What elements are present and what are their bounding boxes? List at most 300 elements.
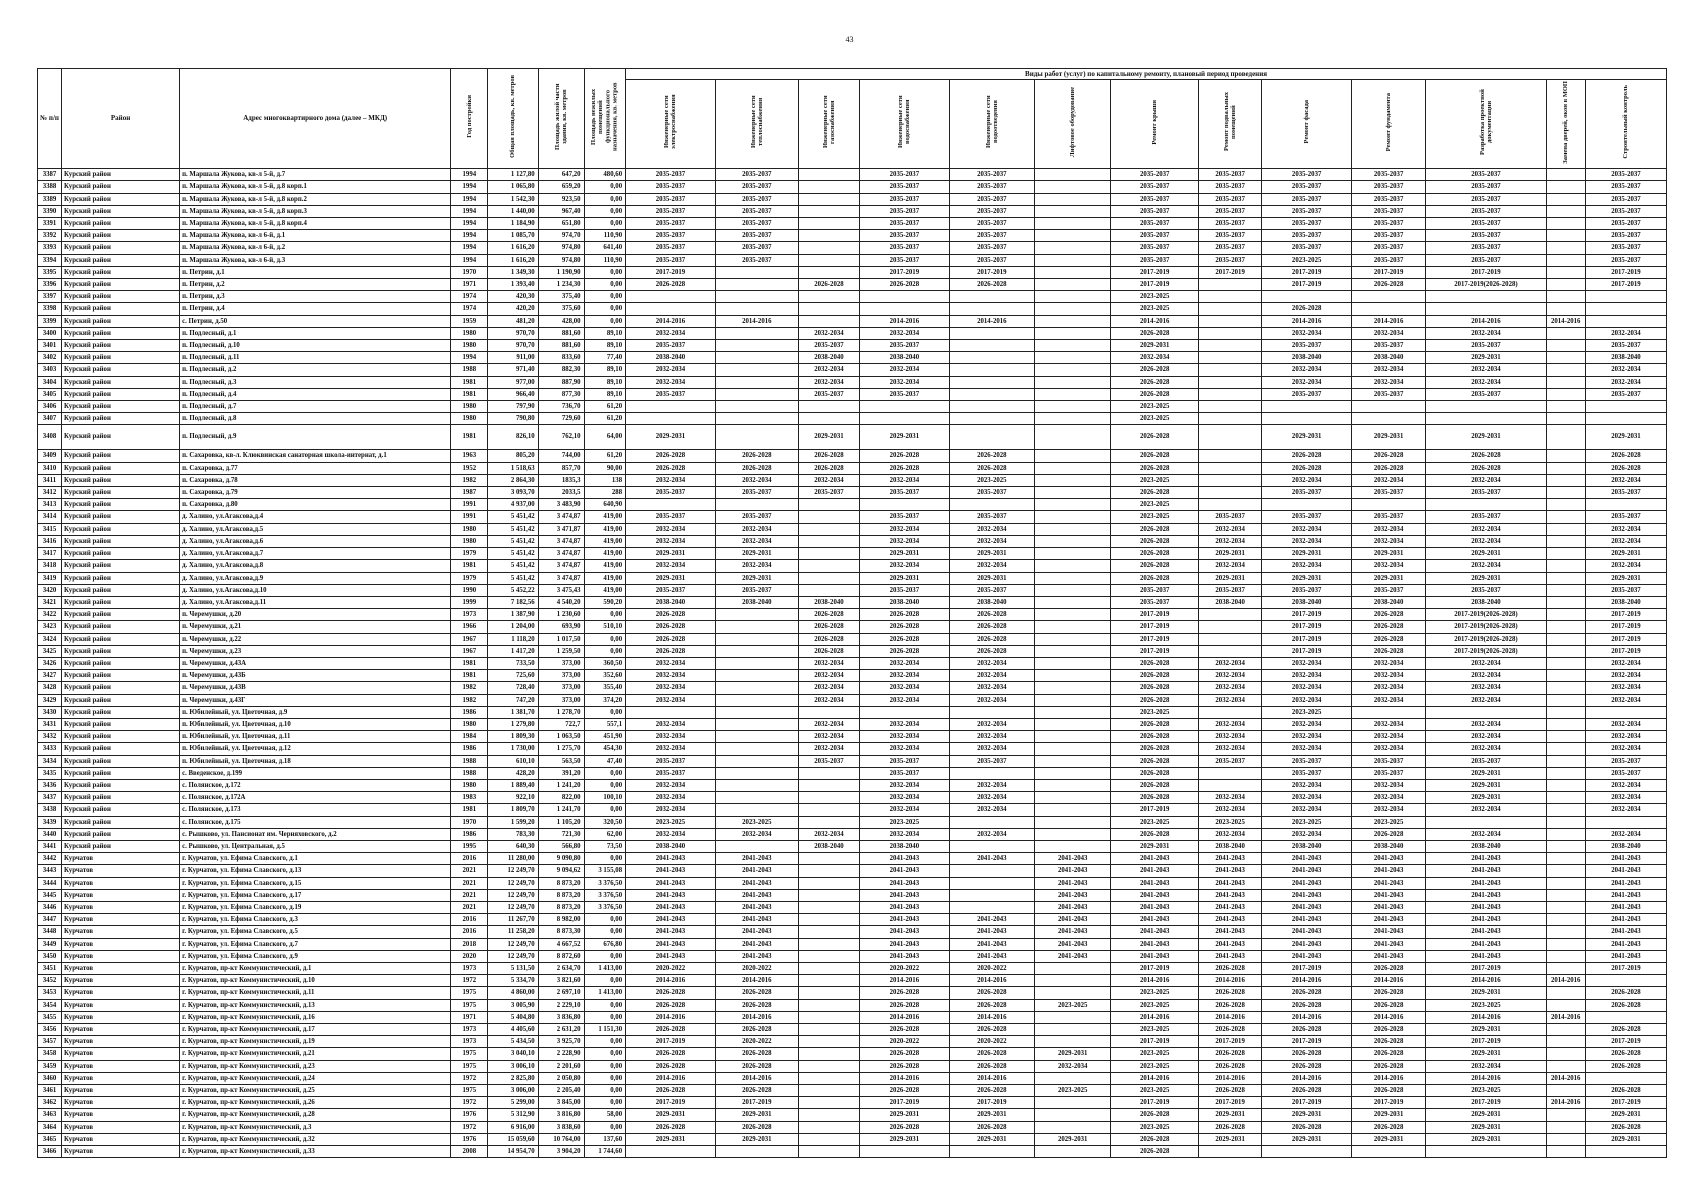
cell-work-period: 2035-2037 <box>1262 193 1352 205</box>
cell-work-period: 2041-2043 <box>1111 914 1198 926</box>
cell-work-period: 2017-2019 <box>1111 804 1198 816</box>
cell-total-area: 640,30 <box>488 840 538 852</box>
cell-work-period: 2014-2016 <box>1351 1072 1425 1084</box>
cell-nonliving-area: 0,00 <box>584 767 626 779</box>
cell-work-period: 2032-2034 <box>1426 682 1546 694</box>
cell-work-period: 2032-2034 <box>798 327 859 339</box>
cell-work-period <box>798 792 859 804</box>
cell-work-period: 2023-2025 <box>1111 291 1198 303</box>
cell-work-period <box>860 499 950 511</box>
cell-work-period <box>1546 205 1585 217</box>
cell-work-period: 2023-2025 <box>1111 474 1198 486</box>
table-row <box>38 499 1667 511</box>
cell-work-period <box>1262 401 1352 413</box>
cell-nonliving-area: 0,00 <box>584 303 626 315</box>
cell-total-area: 5 451,42 <box>488 511 538 523</box>
cell-district: Курский район <box>62 584 180 596</box>
table-row <box>38 755 1667 767</box>
cell-district: Курчатов <box>62 1097 180 1109</box>
cell-work-period: 2035-2037 <box>1198 169 1261 181</box>
cell-work-period <box>1034 169 1111 181</box>
cell-work-period: 2029-2031 <box>1351 1109 1425 1121</box>
cell-living-area: 1 259,50 <box>538 645 584 657</box>
cell-work-period: 2029-2031 <box>1426 572 1546 584</box>
cell-work-period: 2035-2037 <box>798 487 859 499</box>
table-row <box>38 828 1667 840</box>
cell-nonliving-area: 0,00 <box>584 181 626 193</box>
cell-work-period <box>949 706 1034 718</box>
cell-work-period: 2035-2037 <box>1351 340 1425 352</box>
cell-work-period <box>715 767 798 779</box>
cell-work-period <box>798 535 859 547</box>
cell-year: 1981 <box>451 560 488 572</box>
cell-work-period: 2041-2043 <box>1262 914 1352 926</box>
cell-work-period: 2035-2037 <box>1426 169 1546 181</box>
cell-work-period <box>1198 303 1261 315</box>
cell-work-period <box>1585 413 1666 425</box>
cell-work-period: 2029-2031 <box>1426 1024 1546 1036</box>
cell-work-period: 2017-2019 <box>1585 963 1666 975</box>
cell-year: 1975 <box>451 987 488 999</box>
cell-work-period: 2029-2031 <box>1585 1109 1666 1121</box>
cell-work-period <box>798 889 859 901</box>
cell-work-period <box>715 645 798 657</box>
table-row <box>38 254 1667 266</box>
table-row <box>38 1085 1667 1097</box>
cell-year: 1986 <box>451 828 488 840</box>
cell-address: г. Курчатов, пр-кт Коммунистический, д.33 <box>180 1146 451 1158</box>
cell-work-period: 2014-2016 <box>715 1072 798 1084</box>
cell-work-period <box>1262 291 1352 303</box>
cell-work-period: 2035-2037 <box>1198 511 1261 523</box>
cell-district: Курский район <box>62 254 180 266</box>
cell-nonliving-area: 138 <box>584 474 626 486</box>
cell-work-period: 2032-2034 <box>1034 1060 1111 1072</box>
cell-work-period: 2026-2028 <box>798 450 859 462</box>
cell-work-period: 2026-2028 <box>1111 523 1198 535</box>
cell-district: Курский район <box>62 645 180 657</box>
cell-nonliving-area: 0,00 <box>584 999 626 1011</box>
cell-work-period <box>715 718 798 730</box>
cell-nonliving-area: 419,00 <box>584 535 626 547</box>
cell-work-period: 2038-2040 <box>1426 840 1546 852</box>
cell-address: д. Халино, ул.Агаксова,д.11 <box>180 596 451 608</box>
cell-total-area: 5 404,80 <box>488 1011 538 1023</box>
cell-work-period: 2026-2028 <box>860 462 950 474</box>
cell-work-period: 2035-2037 <box>1585 193 1666 205</box>
cell-work-period: 2026-2028 <box>626 279 716 291</box>
cell-year: 1986 <box>451 706 488 718</box>
cell-work-period: 2041-2043 <box>1111 853 1198 865</box>
cell-address: п. Юбилейный, ул. Цветочная, д.11 <box>180 731 451 743</box>
cell-work-period: 2035-2037 <box>1262 584 1352 596</box>
cell-number: 3456 <box>38 1024 62 1036</box>
cell-district: Курский район <box>62 535 180 547</box>
cell-district: Курский район <box>62 779 180 791</box>
cell-work-period <box>715 279 798 291</box>
cell-district: Курский район <box>62 572 180 584</box>
cell-work-period: 2032-2034 <box>1351 743 1425 755</box>
cell-living-area: 2 205,40 <box>538 1085 584 1097</box>
cell-work-period: 2032-2034 <box>1585 474 1666 486</box>
cell-work-period: 2026-2028 <box>1111 694 1198 706</box>
cell-work-period: 2026-2028 <box>1351 1048 1425 1060</box>
cell-work-period: 2014-2016 <box>715 1011 798 1023</box>
cell-work-period: 2023-2025 <box>1111 987 1198 999</box>
cell-total-area: 5 334,70 <box>488 975 538 987</box>
cell-work-period <box>1426 401 1546 413</box>
cell-work-period: 2029-2031 <box>1585 1133 1666 1145</box>
table-row <box>38 804 1667 816</box>
cell-work-period: 2041-2043 <box>1585 950 1666 962</box>
cell-total-area: 1 387,90 <box>488 609 538 621</box>
cell-work-period: 2032-2034 <box>1198 828 1261 840</box>
cell-living-area: 887,90 <box>538 376 584 388</box>
cell-work-period: 2041-2043 <box>1585 853 1666 865</box>
cell-work-period: 2026-2028 <box>1198 1024 1261 1036</box>
cell-work-period: 2029-2031 <box>715 548 798 560</box>
cell-work-period <box>1546 999 1585 1011</box>
table-row <box>38 450 1667 462</box>
cell-work-period <box>1546 901 1585 913</box>
cell-living-area: 967,40 <box>538 205 584 217</box>
cell-total-area: 481,20 <box>488 315 538 327</box>
cell-work-period: 2032-2034 <box>626 731 716 743</box>
cell-work-period: 2035-2037 <box>949 254 1034 266</box>
cell-work-period: 2035-2037 <box>860 487 950 499</box>
cell-address: г. Курчатов, ул. Ефима Славского, д.9 <box>180 950 451 962</box>
cell-work-period <box>1034 291 1111 303</box>
cell-work-period: 2032-2034 <box>798 670 859 682</box>
cell-work-period: 2026-2028 <box>798 609 859 621</box>
cell-work-period: 2032-2034 <box>1198 670 1261 682</box>
cell-work-period <box>1198 462 1261 474</box>
cell-nonliving-area: 0,00 <box>584 266 626 278</box>
cell-district: Курский район <box>62 657 180 669</box>
cell-nonliving-area: 0,00 <box>584 1048 626 1060</box>
cell-work-period: 2041-2043 <box>1426 926 1546 938</box>
cell-living-area: 8 873,30 <box>538 926 584 938</box>
cell-total-area: 1 381,70 <box>488 706 538 718</box>
cell-work-period: 2026-2028 <box>1262 987 1352 999</box>
cell-number: 3435 <box>38 767 62 779</box>
cell-work-period: 2017-2019 <box>1585 1097 1666 1109</box>
cell-work-period: 2035-2037 <box>1111 193 1198 205</box>
cell-number: 3415 <box>38 523 62 535</box>
cell-work-period: 2032-2034 <box>1262 657 1352 669</box>
cell-total-area: 5 451,42 <box>488 548 538 560</box>
cell-year: 2020 <box>451 950 488 962</box>
cell-work-period: 2032-2034 <box>626 670 716 682</box>
cell-work-period: 2035-2037 <box>798 755 859 767</box>
cell-work-period <box>798 169 859 181</box>
cell-work-period: 2017-2019 <box>1111 1097 1198 1109</box>
cell-address: п. Юбилейный, ул. Цветочная, д.10 <box>180 718 451 730</box>
cell-work-period: 2014-2016 <box>1262 1011 1352 1023</box>
cell-work-period: 2041-2043 <box>1351 877 1425 889</box>
cell-work-period: 2035-2037 <box>949 755 1034 767</box>
cell-living-area: 3 474,87 <box>538 548 584 560</box>
cell-work-period: 2035-2037 <box>1426 584 1546 596</box>
table-row <box>38 462 1667 474</box>
cell-work-period: 2026-2028 <box>1351 987 1425 999</box>
cell-work-period: 2035-2037 <box>860 193 950 205</box>
table-row <box>38 511 1667 523</box>
cell-work-period <box>949 499 1034 511</box>
cell-work-period: 2023-2025 <box>715 816 798 828</box>
cell-living-area: 3 904,20 <box>538 1146 584 1158</box>
cell-living-area: 651,80 <box>538 218 584 230</box>
cell-living-area: 729,60 <box>538 413 584 425</box>
cell-year: 1980 <box>451 535 488 547</box>
cell-address: д. Халино, ул.Агаксова,д.6 <box>180 535 451 547</box>
cell-nonliving-area: 89,10 <box>584 364 626 376</box>
cell-work-period <box>798 1011 859 1023</box>
cell-work-period <box>626 706 716 718</box>
cell-work-period: 2041-2043 <box>949 926 1034 938</box>
cell-living-area: 974,70 <box>538 230 584 242</box>
cell-living-area: 2033,5 <box>538 487 584 499</box>
cell-work-period: 2029-2031 <box>1351 572 1425 584</box>
cell-living-area: 882,30 <box>538 364 584 376</box>
cell-year: 1979 <box>451 548 488 560</box>
cell-work-period: 2026-2028 <box>626 609 716 621</box>
cell-work-period: 2032-2034 <box>949 694 1034 706</box>
cell-work-period: 2032-2034 <box>626 327 716 339</box>
cell-total-area: 970,70 <box>488 340 538 352</box>
cell-work-period: 2032-2034 <box>1426 694 1546 706</box>
cell-work-period: 2032-2034 <box>1262 560 1352 572</box>
cell-work-period: 2035-2037 <box>1585 584 1666 596</box>
cell-work-period: 2029-2031 <box>1426 352 1546 364</box>
cell-living-area: 744,00 <box>538 450 584 462</box>
cell-nonliving-area: 1 151,30 <box>584 1024 626 1036</box>
cell-work-period: 2032-2034 <box>1198 804 1261 816</box>
cell-district: Курчатов <box>62 1085 180 1097</box>
cell-work-period <box>860 303 950 315</box>
cell-work-period: 2017-2019(2026-2028) <box>1426 621 1546 633</box>
cell-work-period <box>1034 242 1111 254</box>
cell-work-period: 2029-2031 <box>1198 548 1261 560</box>
cell-work-period <box>1426 1146 1546 1158</box>
cell-district: Курчатов <box>62 950 180 962</box>
cell-address: г. Курчатов, ул. Ефима Славского, д.5 <box>180 926 451 938</box>
cell-work-period <box>1585 1072 1666 1084</box>
cell-work-period: 2041-2043 <box>626 853 716 865</box>
cell-year: 2018 <box>451 938 488 950</box>
cell-work-period: 2026-2028 <box>1111 535 1198 547</box>
cell-number: 3451 <box>38 963 62 975</box>
cell-district: Курчатов <box>62 914 180 926</box>
cell-nonliving-area: 61,20 <box>584 413 626 425</box>
cell-work-period <box>1546 376 1585 388</box>
cell-work-period <box>1198 645 1261 657</box>
cell-work-period: 2041-2043 <box>1034 926 1111 938</box>
table-row <box>38 1024 1667 1036</box>
cell-work-period: 2035-2037 <box>1262 487 1352 499</box>
table-row <box>38 865 1667 877</box>
cell-work-period <box>1546 1036 1585 1048</box>
cell-work-period <box>1034 596 1111 608</box>
cell-work-period <box>1034 828 1111 840</box>
cell-work-period: 2026-2028 <box>949 1060 1034 1072</box>
cell-address: п. Юбилейный, ул. Цветочная, д.18 <box>180 755 451 767</box>
cell-work-period: 2026-2028 <box>1262 1121 1352 1133</box>
cell-work-period: 2026-2028 <box>715 1060 798 1072</box>
cell-work-period <box>1198 1146 1261 1158</box>
cell-district: Курский район <box>62 548 180 560</box>
cell-work-period: 2029-2031 <box>1198 1109 1261 1121</box>
cell-work-period: 2032-2034 <box>626 560 716 572</box>
cell-work-period: 2029-2031 <box>1426 1133 1546 1145</box>
cell-work-period <box>949 303 1034 315</box>
cell-nonliving-area: 90,00 <box>584 462 626 474</box>
cell-address: п. Юбилейный, ул. Цветочная, д.12 <box>180 743 451 755</box>
cell-work-period: 2032-2034 <box>798 376 859 388</box>
cell-work-period <box>1546 242 1585 254</box>
cell-number: 3460 <box>38 1072 62 1084</box>
cell-address: с. Рышково, ул. Пансионат им. Черняховского, д.2 <box>180 828 451 840</box>
cell-work-period: 2032-2034 <box>1351 792 1425 804</box>
header-address: Адрес многоквартирного дома (далее – МКД) <box>180 69 451 169</box>
cell-year: 1975 <box>451 1060 488 1072</box>
cell-district: Курский район <box>62 364 180 376</box>
cell-nonliving-area: 0,00 <box>584 975 626 987</box>
cell-work-period <box>1034 816 1111 828</box>
cell-work-period <box>1546 401 1585 413</box>
cell-work-period <box>798 1109 859 1121</box>
cell-work-period: 2041-2043 <box>1351 926 1425 938</box>
cell-address: г. Курчатов, ул. Ефима Славского, д.3 <box>180 914 451 926</box>
cell-year: 2021 <box>451 877 488 889</box>
cell-work-period: 2035-2037 <box>860 511 950 523</box>
cell-work-period: 2029-2031 <box>949 548 1034 560</box>
cell-work-period: 2026-2028 <box>1585 450 1666 462</box>
cell-work-period <box>1546 633 1585 645</box>
cell-living-area: 3 474,87 <box>538 511 584 523</box>
cell-work-period: 2041-2043 <box>1262 865 1352 877</box>
cell-work-period: 2035-2037 <box>1351 230 1425 242</box>
cell-work-period <box>715 779 798 791</box>
cell-living-area: 974,80 <box>538 242 584 254</box>
cell-year: 1972 <box>451 975 488 987</box>
cell-work-period <box>1426 303 1546 315</box>
cell-work-period: 2038-2040 <box>1262 352 1352 364</box>
cell-work-period: 2026-2028 <box>1111 718 1198 730</box>
cell-living-area: 3 816,80 <box>538 1109 584 1121</box>
cell-work-period: 2017-2019 <box>1585 266 1666 278</box>
cell-work-period <box>715 670 798 682</box>
cell-work-period <box>1034 572 1111 584</box>
table-row <box>38 670 1667 682</box>
cell-total-area: 5 451,42 <box>488 572 538 584</box>
cell-work-period: 2017-2019 <box>1111 609 1198 621</box>
cell-number: 3426 <box>38 657 62 669</box>
cell-work-period: 2026-2028 <box>626 1085 716 1097</box>
cell-district: Курский район <box>62 303 180 315</box>
cell-work-period: 2029-2031 <box>1262 1133 1352 1145</box>
cell-work-period: 2032-2034 <box>1351 779 1425 791</box>
cell-work-period <box>1546 487 1585 499</box>
cell-work-period: 2035-2037 <box>626 205 716 217</box>
cell-work-period <box>1585 975 1666 987</box>
cell-number: 3464 <box>38 1121 62 1133</box>
table-row <box>38 523 1667 535</box>
cell-work-period: 2023-2025 <box>626 816 716 828</box>
cell-work-period <box>1546 1109 1585 1121</box>
cell-work-period: 2035-2037 <box>626 230 716 242</box>
table-row <box>38 572 1667 584</box>
cell-work-period <box>798 975 859 987</box>
cell-work-period: 2026-2028 <box>1111 364 1198 376</box>
cell-work-period: 2041-2043 <box>1585 865 1666 877</box>
cell-work-period: 2032-2034 <box>1262 694 1352 706</box>
cell-work-period <box>1034 718 1111 730</box>
cell-work-period: 2026-2028 <box>1198 963 1261 975</box>
table-row <box>38 682 1667 694</box>
cell-work-period: 2026-2028 <box>1262 1060 1352 1072</box>
cell-work-period: 2020-2022 <box>860 963 950 975</box>
cell-work-period: 2032-2034 <box>860 694 950 706</box>
cell-work-period: 2032-2034 <box>860 731 950 743</box>
cell-work-period: 2017-2019 <box>949 266 1034 278</box>
table-row <box>38 975 1667 987</box>
cell-work-period <box>1034 792 1111 804</box>
cell-work-period: 2041-2043 <box>1262 889 1352 901</box>
cell-work-period <box>1198 706 1261 718</box>
cell-work-period: 2035-2037 <box>1585 487 1666 499</box>
cell-work-period <box>1034 193 1111 205</box>
cell-work-period: 2026-2028 <box>1111 828 1198 840</box>
cell-living-area: 2 634,70 <box>538 963 584 975</box>
header-work-type: Замена дверей, окон в МОП <box>1546 80 1585 169</box>
cell-work-period <box>715 340 798 352</box>
cell-work-period: 2020-2022 <box>626 963 716 975</box>
cell-work-period: 2041-2043 <box>1262 926 1352 938</box>
cell-living-area: 736,70 <box>538 401 584 413</box>
cell-work-period <box>798 1072 859 1084</box>
cell-work-period: 2038-2040 <box>626 840 716 852</box>
cell-district: Курчатов <box>62 1109 180 1121</box>
cell-address: с. Петрин, д.50 <box>180 315 451 327</box>
cell-number: 3461 <box>38 1085 62 1097</box>
cell-work-period: 2041-2043 <box>1426 950 1546 962</box>
cell-year: 1994 <box>451 254 488 266</box>
cell-work-period <box>1546 621 1585 633</box>
cell-district: Курский район <box>62 327 180 339</box>
cell-total-area: 610,10 <box>488 755 538 767</box>
cell-total-area: 11 258,20 <box>488 926 538 938</box>
cell-work-period <box>626 303 716 315</box>
table-row <box>38 694 1667 706</box>
cell-year: 1980 <box>451 327 488 339</box>
cell-year: 1966 <box>451 621 488 633</box>
cell-total-area: 1 616,20 <box>488 242 538 254</box>
cell-living-area: 373,00 <box>538 694 584 706</box>
cell-total-area: 1 184,90 <box>488 218 538 230</box>
cell-work-period: 2026-2028 <box>1111 327 1198 339</box>
cell-living-area: 647,20 <box>538 169 584 181</box>
cell-work-period <box>1034 205 1111 217</box>
cell-work-period: 2032-2034 <box>1585 828 1666 840</box>
cell-work-period: 2032-2034 <box>860 792 950 804</box>
cell-work-period: 2014-2016 <box>860 1072 950 1084</box>
cell-year: 1988 <box>451 364 488 376</box>
cell-work-period: 2035-2037 <box>1351 487 1425 499</box>
cell-total-area: 11 280,00 <box>488 853 538 865</box>
cell-work-period: 2035-2037 <box>715 254 798 266</box>
cell-work-period: 2032-2034 <box>860 670 950 682</box>
